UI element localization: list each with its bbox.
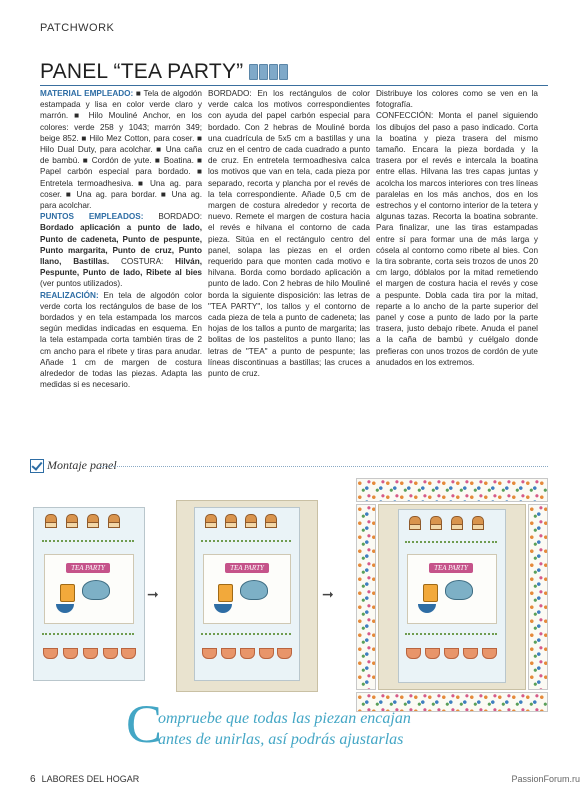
quote-line-1: ompruebe que todas las piezan encajan — [158, 710, 411, 727]
checkbox-tick-icon — [30, 459, 44, 473]
step3-cup — [406, 648, 421, 659]
puntos-text-2: COSTURA: — [109, 257, 176, 267]
puntos-bold-2: Hilván, Pespunte, Punto de lado, Ribete al bies — [40, 257, 203, 278]
step3-cupcake — [472, 516, 484, 527]
section-label: PATCHWORK — [40, 22, 115, 34]
step3-mug — [423, 584, 438, 602]
puntos-bold-1: Bordado aplicación a punto de lado, Punto de cadeneta, Punto de pespunte, Punto margarita, Punto de cruz, Punto llano, Bastillas. — [40, 223, 202, 267]
thread-spools-icon — [249, 64, 288, 80]
material-paragraph — [40, 88, 202, 211]
step2-cup — [221, 648, 236, 659]
step1-cup — [43, 648, 58, 659]
arrow-right-icon: ➞ — [147, 586, 159, 602]
arrow-right-icon: ➞ — [322, 586, 334, 602]
title-row — [40, 60, 288, 84]
quote-line-2: antes de unirlas, así podrás ajustarlas — [158, 731, 404, 748]
step1-cup — [121, 648, 136, 659]
step1-cup — [63, 648, 78, 659]
step1-teapot — [82, 580, 110, 600]
step3-teapot — [445, 580, 473, 600]
step1-cupcake — [108, 514, 120, 525]
step1-cup — [103, 648, 118, 659]
step2-cup — [277, 648, 292, 659]
step1-cupcake — [45, 514, 57, 525]
puntos-text-3: (ver puntos utilizados). — [40, 279, 123, 289]
realizacion-heading: REALIZACIÓN: — [40, 290, 99, 300]
step1-vine — [42, 540, 134, 542]
step3-cupcake — [451, 516, 463, 527]
step2-cup — [240, 648, 255, 659]
colores-paragraph: Distribuye los colores como se ven en la fotografía. — [376, 89, 538, 110]
step3-cupcake — [430, 516, 442, 527]
watermark: PassionForum.ru — [511, 774, 580, 784]
puntos-text-1: BORDADO: — [143, 212, 202, 222]
bordado-paragraph: BORDADO: En los rectángulos de color verde calca los motivos correspondientes con ayuda del papel carbón especial para bordado. Con 2 hebras de Mouliné borda una cuadrícula de 5x5 cm a bastillas y una cruz en el centro de cada cuadrado a punto de cruz. En entretela termoadhesiva calca los motivos que van en tela, cada pieza por separado, recorta y plancha por el revés de la tela correspondiente. Añade 0,5 cm de margen de costura alrededor y recorta de nuevo. Remete el margen de costura hacia el revés e hilvana el contorno de cada pieza. Sitúa en el rectángulo centro del panel, solapa las piezas en el orden requerido para que monten cada motivo e hilvana. Borda como bordado aplicación a punto de lado. Con 2 hebras de hilo Mouliné borda la siguiente disposición: las letras de "TEA PARTY", los tallos y el contorno de cada pieza de tela a punto de cadeneta; las hojas de los tallos a punto de margarita; las bolitas de los pastelitos a punto llano; las letras de "TEA" a punto de pespunte; las líneas discontinuas a bastillas; las cruces a punto de cruz. — [208, 89, 370, 379]
step1-cupcake — [66, 514, 78, 525]
step3-left-strip — [356, 504, 376, 690]
step3-top-strip — [356, 478, 548, 502]
step2-mug — [218, 584, 233, 602]
step3-cup — [444, 648, 459, 659]
dotted-divider — [100, 466, 548, 467]
title-rule — [40, 85, 548, 86]
quote-initial: C — [126, 694, 163, 754]
puntos-heading: PUNTOS EMPLEADOS: — [40, 212, 144, 222]
step3-vine — [405, 633, 497, 635]
step1-cup — [83, 648, 98, 659]
column-1 — [40, 88, 202, 390]
step2-cup — [202, 648, 217, 659]
step2-cupcake — [225, 514, 237, 525]
montaje-label: Montaje panel — [47, 458, 117, 472]
step3-banner: TEA PARTY — [429, 563, 473, 573]
realizacion-text: En tela de algodón color verde corta los rectángulos de base de los bordados y en tela estampada los marcos según medidas indicadas en esquema. En la tela estampada corta también tiras de 2 cm ancho para el ribete y tiras para anudar. Añade 1 cm de margen de costura alrededor de todas las piezas. Adapta las medidas si es necesario. — [40, 290, 202, 390]
step2-vine — [201, 540, 291, 542]
column-2 — [208, 88, 370, 379]
page-number: 6 — [30, 774, 36, 785]
step2-teapot — [240, 580, 268, 600]
confeccion-paragraph: CONFECCIÓN: Monta el panel siguiendo los dibujos del paso a paso indicado. Corta la boatina y pieza trasera del mismo tamaño. Encara la pieza bordada y la trasera por el revés e intercala la boatina entre ellas. Hilvana las tres capas juntas y acolcha los marcos interiores con tres líneas paralelas en los más anchos, dos en los estrechos y el contorno interior de la tetera y algunas tazas. Recorta la boatina sobrante. Para finalizar, une las tiras estampadas entre sí para formar una de más larga y cósela al contorno como ribete al bies. Con la tira sobrante, corta seis trozos de unos 20 cm largo, dóblalos por la mitad remetiendo el margen de costura hacia el revés y cose a pespunte. Dobla cada tira por la mitad, reparte a lo ancho de la parte superior del panel y cose a punto de lado por la parte trasera, justo debajo ribete. Anuda el panel a la caña de bambú y cuélgalo donde prefieras con unos trozos de cordón de yute anudados en los extremos. — [376, 111, 538, 367]
step2-cup — [259, 648, 274, 659]
step3-cup — [425, 648, 440, 659]
puntos-paragraph — [40, 211, 202, 289]
step1-vine — [42, 633, 134, 635]
realizacion-paragraph — [40, 290, 202, 391]
pull-quote — [158, 708, 411, 750]
magazine-name: LABORES DEL HOGAR — [41, 774, 140, 784]
step3-vine — [405, 541, 497, 543]
material-heading: MATERIAL EMPLEADO: — [40, 89, 134, 98]
step2-cupcake — [205, 514, 217, 525]
step2-cupcake — [245, 514, 257, 525]
step1-banner: TEA PARTY — [66, 563, 110, 573]
step2-cupcake — [265, 514, 277, 525]
step2-vine — [201, 633, 291, 635]
column-3 — [376, 88, 538, 368]
material-text: ■ Tela de algodón estampada y lisa en color verde claro y marrón. ■ Hilo Mouliné Anchor, en los colores: verde 258 y 1043; marrón 349; beige 852. ■ Hilo Mez Cotton, para coser. ■ Hilo Dual Duty, para acolchar. ■ Una caña de bambú. ■ Cordón de yute. ■ Boatina. ■ Papel carbón especial para bordado. ■ Entretela termoadhesiva. ■ Una ag. para coser. ■ Una ag. para bordar. ■ Una ag. para acolchar. — [40, 89, 202, 211]
step3-cupcake — [409, 516, 421, 527]
step2-banner: TEA PARTY — [225, 563, 269, 573]
step1-cupcake — [87, 514, 99, 525]
step3-cup — [482, 648, 497, 659]
step3-cup — [463, 648, 478, 659]
page-title: PANEL “TEA PARTY” — [40, 60, 244, 83]
page-footer — [30, 774, 139, 785]
step3-right-strip — [528, 504, 548, 690]
step1-mug — [60, 584, 75, 602]
